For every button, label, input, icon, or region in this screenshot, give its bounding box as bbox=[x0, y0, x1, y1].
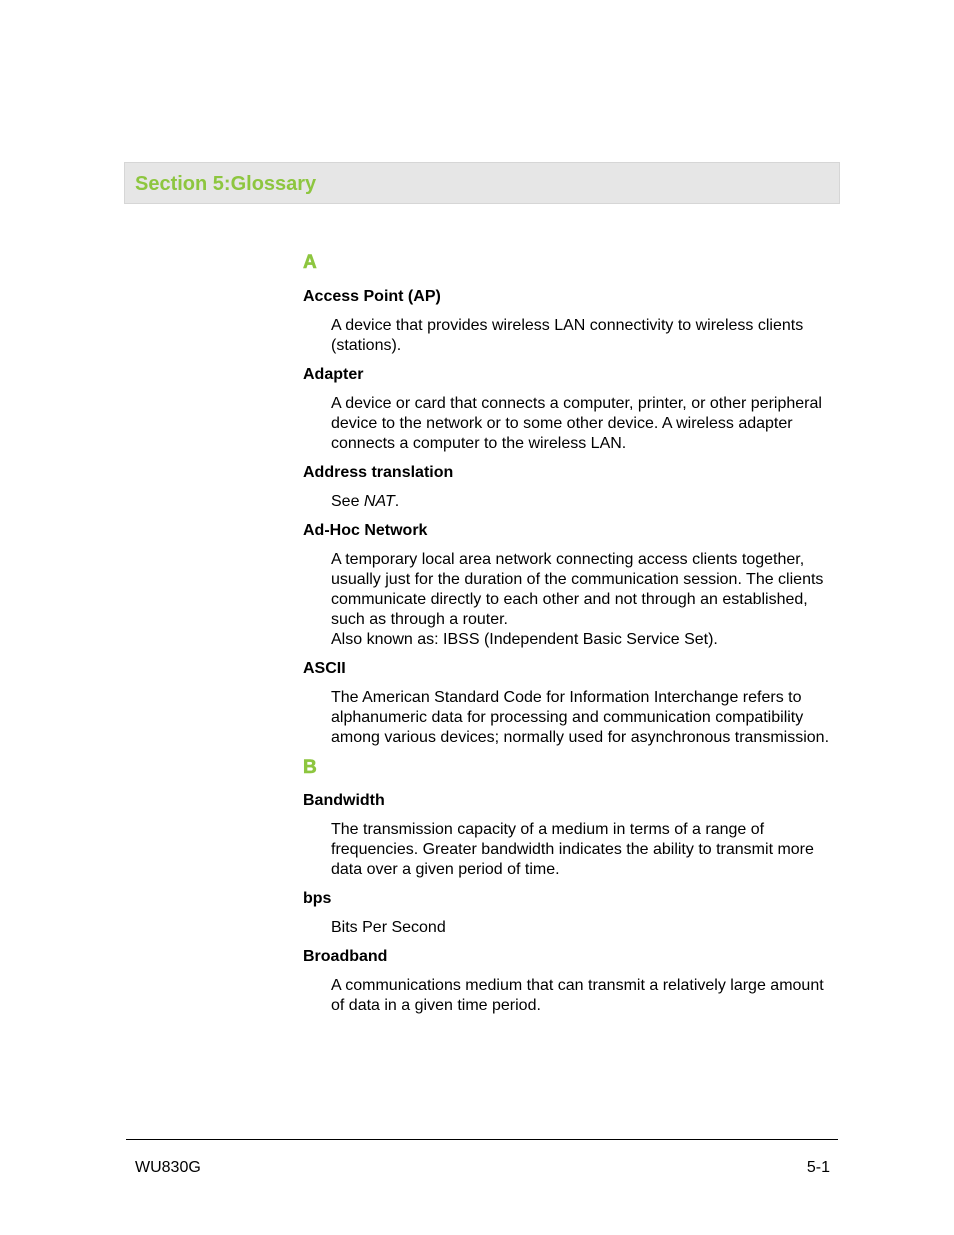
footer-rule bbox=[126, 1139, 838, 1140]
glossary-content bbox=[303, 252, 833, 1016]
glossary-entry-ascii bbox=[303, 659, 833, 748]
glossary-entry-bandwidth bbox=[303, 791, 833, 880]
glossary-term: Address translation bbox=[303, 464, 454, 481]
glossary-entry-ad-hoc bbox=[303, 521, 833, 650]
section-banner bbox=[124, 162, 840, 204]
letter-heading-b: B bbox=[303, 757, 317, 778]
glossary-term: Ad-Hoc Network bbox=[303, 522, 428, 539]
footer-page-number: 5-1 bbox=[806, 1159, 830, 1176]
glossary-entry-broadband bbox=[303, 947, 833, 1016]
glossary-definition: A device that provides wireless LAN connectivity to wireless clients (stations). bbox=[331, 317, 804, 354]
glossary-term: bps bbox=[303, 890, 332, 907]
glossary-definition: A device or card that connects a computer, printer, or other peripheral device to the network or to some other device. A wireless adapter connects a computer to the wireless LAN. bbox=[331, 395, 822, 452]
glossary-entry-address-translation bbox=[303, 463, 833, 512]
footer-model: WU830G bbox=[135, 1159, 201, 1176]
glossary-entry-bps bbox=[303, 889, 833, 938]
glossary-term: Bandwidth bbox=[303, 792, 385, 809]
glossary-term: ASCII bbox=[303, 660, 346, 677]
glossary-definition: The American Standard Code for Information Interchange refers to alphanumeric data for processing and communication compatibility among various devices; normally used for asynchronous transmission. bbox=[331, 689, 830, 746]
glossary-term: Broadband bbox=[303, 948, 388, 965]
cross-reference: NAT bbox=[363, 493, 395, 510]
section-title: Section 5:Glossary bbox=[135, 173, 317, 195]
glossary-definition-extra: Also known as: IBSS (Independent Basic Service Set). bbox=[331, 631, 718, 648]
glossary-entry-access-point bbox=[303, 287, 833, 356]
glossary-definition: The transmission capacity of a medium in terms of a range of frequencies. Greater bandwidth indicates the ability to transmit more data over a given period of time. bbox=[331, 821, 814, 878]
glossary-entry-adapter bbox=[303, 365, 833, 454]
glossary-definition: A communications medium that can transmit a relatively large amount of data in a given time period. bbox=[331, 977, 824, 1014]
glossary-definition bbox=[331, 492, 831, 512]
letter-heading-a: A bbox=[303, 252, 317, 273]
definition-suffix: . bbox=[394, 493, 400, 510]
glossary-definition: A temporary local area network connecting access clients together, usually just for the duration of the communication session. The clients communicate directly to each other and not through an established, such as through a router. bbox=[331, 551, 824, 628]
glossary-term: Access Point (AP) bbox=[303, 288, 441, 305]
glossary-term: Adapter bbox=[303, 366, 364, 383]
definition-prefix: See bbox=[331, 493, 364, 510]
glossary-definition: Bits Per Second bbox=[331, 919, 446, 936]
